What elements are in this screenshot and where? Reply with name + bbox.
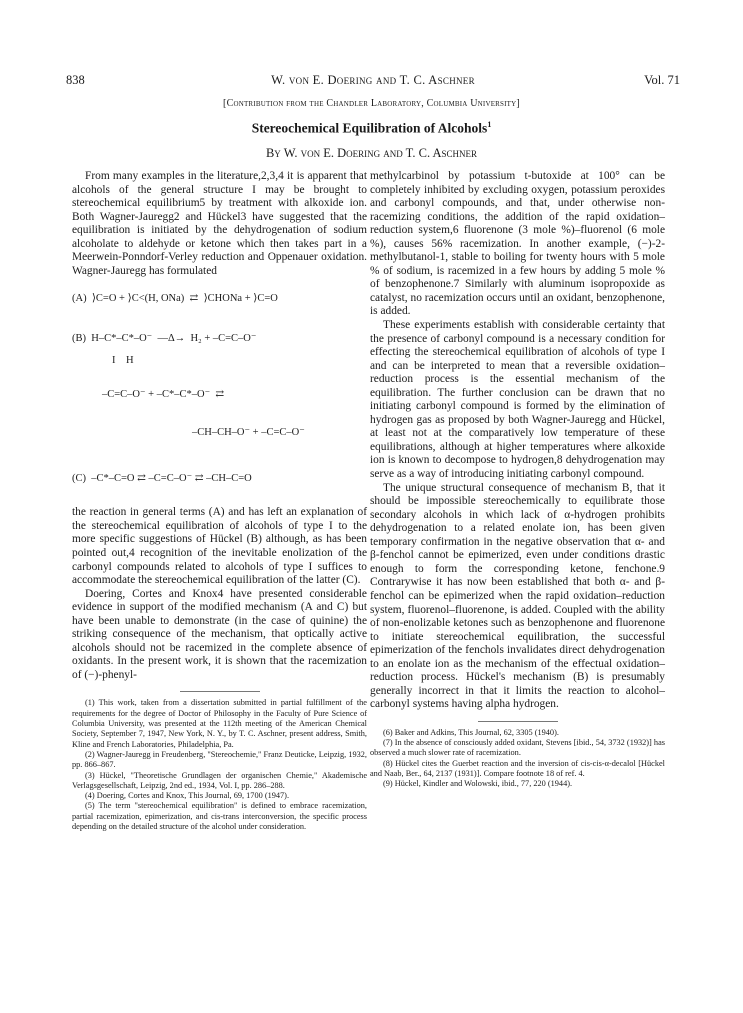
footnote-rule	[478, 721, 558, 722]
article-title	[0, 120, 743, 137]
footnote: (8) Hückel cites the Guerbet reaction and the inversion of cis-cis-α-decalol [Hückel and Naab, Ber., 64, 2137 (1931)]. Compare footnote 18 of ref. 4.	[370, 758, 665, 779]
footnote: (4) Doering, Cortes and Knox, This Journal, 69, 1700 (1947).	[85, 791, 290, 801]
footnote-rule	[180, 691, 260, 692]
author-line: By W. von E. Doering and T. C. Aschner	[265, 146, 478, 160]
contribution-line: [Contribution from the Chandler Laboratory, Columbia University]	[223, 98, 520, 109]
footnote: (6) Baker and Adkins, This Journal, 62, 3305 (1940).	[383, 727, 559, 737]
title-text: Stereochemical Equilibration of Alcohols	[251, 120, 488, 136]
left-paragraph-2: the reaction in general terms (A) and has left an explanation of the stereochemical equilibration of alcohols of type I to the more specific suggestions of Hückel (B) although, as has been pointed out,4 recognition of the inevitable enolization of the carbonyl compounds related to alcohols of type I suffices to accommodate the stereochemical equilibration of the latter (C).	[72, 506, 367, 587]
running-header	[66, 73, 680, 91]
footnote: (5) The term "stereochemical equilibration" is defined to embrace racemization, partial racemization, epimerization, and cis-trans interconversion, the specific process depending on the detailed structure of the alcohol under consideration.	[72, 801, 367, 832]
left-column	[72, 170, 367, 832]
footnote: (9) Hückel, Kindler and Wolowski, ibid., 77, 220 (1944).	[383, 779, 573, 789]
equation-b-1-labels: I H	[112, 355, 134, 367]
running-title: W. von E. Doering and T. C. Aschner	[271, 73, 475, 87]
right-paragraph-2: These experiments establish with considerable certainty that the presence of carbonyl compound is a necessary condition for effecting the stereochemical equilibration of alcohols of type I and can be interpreted to mean that a reversible oxidation–reduction process is the essential mechanism of the equilibration. The further conclusion can be drawn that no initiating carbonyl compound is formed by the elimination of hydrogen gas as proposed by both Wagner-Jauregg and Hückel, at least not at the comparatively low temperature of these equilibrations, although at higher temperatures where alkoxide ion is known to decompose to hydrogen,8 dehydrogenation may serve as a way of introducing initiating carbonyl compound.	[370, 319, 665, 481]
page-number: 838	[66, 73, 85, 87]
title-footnote-ref: 1	[487, 120, 492, 129]
right-paragraph-3: The unique structural consequence of mechanism B, that it should be impossible stereochemically to equilibrate those secondary alcohols in which lack of α-hydrogen prohibits dehydrogenation to a related enolate ion, has been given temporary confirmation in the negative observation that α- and β-fenchol cannot be epimerized, even under conditions drastic enough to form the corresponding ketone, fenchone.9 Contrarywise it has now been established that both α- and β-fenchol can be epimerized when the rapid oxidation–reduction system, fluorenol–fluorenone, is added. Coupled with the ability of non-enolizable ketones such as benzophenone and fluorenone to initiate stereochemical equilibration, the successful epimerization of the fenchols invalidates direct dehydrogenation to an enolate ion as the mechanism of the effectual oxidation–reduction process. Hückel's mechanism (B) is presumably generally incorrect in that it limits the reaction to alcohol–carbonyl systems having alpha hydrogen.	[370, 481, 665, 711]
equation-a: (A) ⟩C=O + ⟩C<(H, ONa) ⇄ ⟩CHONa + ⟩C=O	[72, 293, 278, 305]
equation-b-3: –CH–CH–O⁻ + –C=C–O⁻	[192, 427, 305, 439]
volume-label: Vol. 71	[644, 73, 680, 87]
left-paragraph-3: Doering, Cortes and Knox4 have presented considerable evidence in support of the modified mechanism (A and C) but have been unable to demonstrate (in the case of quinine) the striking consequence of the mechanism, that optically active alcohols should not be racemized in the complete absence of oxidants. In the present work, it is shown that the racemization of (−)-phenyl-	[72, 587, 367, 681]
equation-b-2: –C=C–O⁻ + –C*–C*–O⁻ ⇄	[102, 389, 225, 401]
equation-b-1: (B) H–C*–C*–O⁻ —Δ→ H₂ + –C=C–O⁻	[72, 333, 257, 345]
left-paragraph-1: From many examples in the literature,2,3,4 it is apparent that alcohols of the general structure I may be brought to stereochemical equilibrium5 by treatment with alkoxide ion. Both Wagner-Jauregg2 and Hückel3 have suggested that the equilibration is initiated by the dehydrogenation of sodium alcoholate to aldehyde or ketone which then takes part in a Meerwein-Ponndorf-Verley reduction and Oppenauer oxidation. Wagner-Jauregg has formulated	[72, 170, 367, 277]
equation-block	[72, 284, 367, 502]
footnote: (3) Hückel, "Theoretische Grundlagen der organischen Chemie," Akademische Verlagsgesellschaft, Leipzig, 2nd ed., 1934, Vol. I, pp. 286–288.	[72, 770, 367, 790]
footnote: (2) Wagner-Jauregg in Freudenberg, "Stereochemie," Franz Deuticke, Leipzig, 1932, pp. 866–867.	[72, 749, 367, 770]
footnote: (7) In the absence of consciously added oxidant, Stevens [ibid., 54, 3732 (1932)] has observed a much slower rate of racemization.	[370, 738, 665, 758]
right-column	[370, 170, 665, 790]
right-paragraph-1: methylcarbinol by potassium t-butoxide at 100° can be completely inhibited by excluding oxygen, potassium peroxides and carbonyl compounds, and that, under otherwise non-racemizing conditions, the addition of the rapid oxidation–reduction system,6 fluorenone (3 mole %)–fluorenol (6 mole %), causes 56% racemization. In another example, (−)-2-methylbutanol-1, stable to boiling for twenty hours with 5 mole % of sodium, is racemized in a few hours by adding 5 mole % of benzophenone.7 Similarly with aluminum isopropoxide as catalyst, no racemization occurs until an oxidant, benzophenone, is added.	[370, 170, 665, 318]
equation-c: (C) –C*–C=O ⇄ –C=C–O⁻ ⇄ –CH–C=O	[72, 473, 252, 485]
footnote: (1) This work, taken from a dissertation submitted in partial fulfillment of the requirements for the degree of Doctor of Philosophy in the Faculty of Pure Science of Columbia University, was presented at the 112th meeting of the American Chemical Society, September 7, 1947, New York, N. Y., by T. C. Aschner, present address, Smith, Kline and French Laboratories, Philadelphia, Pa.	[72, 698, 367, 749]
